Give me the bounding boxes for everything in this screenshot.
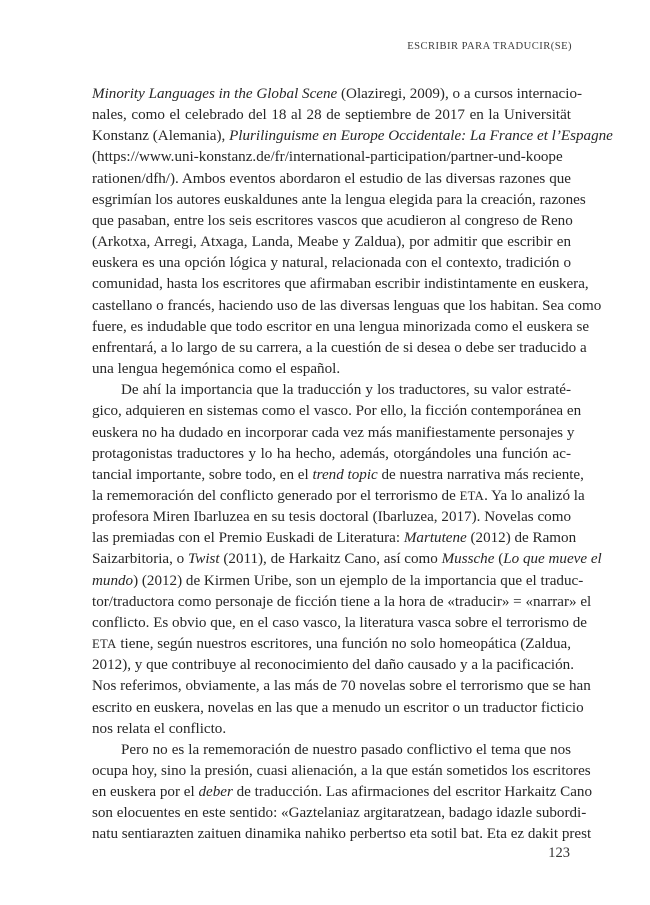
- italic-text: Mussche: [441, 551, 495, 568]
- text-line: [92, 317, 590, 338]
- text-line: [92, 105, 571, 126]
- text-line: [92, 571, 584, 592]
- text-line: [92, 232, 571, 253]
- text-run: nos relata el conflicto.: [92, 720, 227, 737]
- text-line: [92, 824, 592, 845]
- text-run: natu sentiarazten zaituen dinamika nahiko perbertso eta sotil bat. Eta ez dakit prest: [92, 826, 592, 843]
- text-run: enfrentará, a lo largo de su carrera, a la cuestión de si desea o debe ser traducido a: [92, 339, 587, 356]
- text-line: [92, 380, 571, 401]
- italic-text: Plurilinguisme en Europe Occidentale: La France et l’Espagne: [229, 128, 613, 145]
- text-run: conflicto. Es obvio que, en el caso vasco, la literatura vasca sobre el terrorismo de: [92, 614, 587, 631]
- paragraph-2: [92, 380, 602, 740]
- text-line: [92, 486, 585, 507]
- text-run: que pasaban, entre los seis escritores vascos que acudieron al congreso de Reno: [92, 212, 573, 229]
- text-line: [92, 592, 592, 613]
- text-line: [92, 169, 571, 190]
- text-run: (2011), de Harkaitz Cano, así como: [219, 551, 442, 568]
- text-run: ETA: [92, 637, 117, 652]
- text-line: [92, 740, 571, 761]
- text-line: [92, 719, 571, 740]
- text-run: 2012), y que contribuye al reconocimiento del daño causado y a la pacificación.: [92, 657, 574, 674]
- text-run: euskera no ha dudado en incorporar cada vez más manifiestamente personajes y: [92, 424, 575, 441]
- text-run: Pero no es la rememoración de nuestro pasado conflictivo el tema que nos: [121, 741, 571, 758]
- text-run: tancial importante, sobre todo, en el: [92, 466, 313, 483]
- text-line: [92, 253, 571, 274]
- paragraph-3: [92, 740, 592, 846]
- text-line: [92, 84, 583, 105]
- text-run: (Olaziregi, 2009), o a cursos internacio-: [337, 86, 583, 102]
- text-run: protagonistas traductores y lo ha hecho, además, otorgándoles una función ac-: [92, 445, 571, 462]
- running-header: ESCRIBIR PARA TRADUCIR(SE): [407, 41, 572, 52]
- italic-text: Lo que mueve el: [503, 551, 602, 568]
- paragraph-1: [92, 84, 613, 380]
- text-run: Saizarbitoria, o: [92, 551, 188, 568]
- text-run: las premiadas con el Premio Euskadi de Literatura:: [92, 530, 404, 547]
- text-run: de traducción. Las afirmaciones del escritor Harkaitz Cano: [232, 784, 592, 801]
- text-line: [92, 296, 602, 317]
- text-run: escrito en euskera, novelas en las que a menudo un escritor o un traductor ficticio: [92, 699, 584, 716]
- text-run: Nos referimos, obviamente, a las más de 70 novelas sobre el terrorismo que se han: [92, 678, 591, 695]
- text-line: [92, 507, 571, 528]
- text-run: ETA: [459, 488, 485, 503]
- italic-text: Martutene: [403, 530, 467, 547]
- text-run: euskera es una opción lógica y natural, relacionada con el contexto, tradición o: [92, 255, 571, 272]
- italic-text: mundo: [92, 572, 134, 589]
- text-line: [92, 698, 584, 719]
- page-number: 123: [548, 845, 570, 861]
- text-line: [92, 549, 602, 570]
- text-line: [92, 423, 575, 444]
- text-run: (2012) de Ramon: [466, 530, 577, 547]
- text-run: castellano o francés, haciendo uso de las diversas lenguas que los habitan. Sea como: [92, 297, 602, 314]
- text-run: (Arkotxa, Arregi, Atxaga, Landa, Meabe y Zaldua), por admitir que escribir en: [92, 234, 571, 251]
- text-run: una lengua hegemónica como el español.: [92, 361, 341, 378]
- text-line: [92, 634, 571, 655]
- text-run: tiene, según nuestros escritores, una función no solo homeopática (Zaldua,: [116, 636, 571, 653]
- text-run: de nuestra narrativa más reciente,: [377, 466, 584, 483]
- text-run: son elocuentes en este sentido: «Gaztelaniaz argitaratzean, badago idazle subordi-: [92, 805, 587, 822]
- text-line: [92, 803, 587, 824]
- text-run: nales, como el celebrado del 18 al 28 de septiembre de 2017 en la Universität: [92, 107, 571, 124]
- text-run: la rememoración del conflicto generado por el terrorismo de: [92, 487, 460, 504]
- text-line: [92, 401, 582, 422]
- text-line: [92, 613, 587, 634]
- text-line: [92, 190, 586, 211]
- text-line: [92, 126, 613, 147]
- text-line: [92, 761, 591, 782]
- italic-text: Minority Languages in the Global Scene: [92, 86, 338, 102]
- text-run: esgrimían los autores euskaldunes ante la lengua elegida para la creación, razones: [92, 191, 586, 208]
- italic-text: trend topic: [312, 466, 378, 483]
- text-line: [92, 147, 571, 168]
- text-run: (: [494, 551, 504, 568]
- text-run: rationen/dfh/). Ambos eventos abordaron el estudio de las diversas razones que: [92, 170, 571, 187]
- text-line: [92, 274, 589, 295]
- text-run: ) (2012) de Kirmen Uribe, son un ejemplo de la importancia que el traduc-: [133, 572, 584, 589]
- text-line: [92, 782, 592, 803]
- text-run: Konstanz (Alemania),: [92, 128, 230, 145]
- text-line: [92, 359, 571, 380]
- text-run: ocupa hoy, sino la presión, cuasi alienación, a la que están sometidos los escritores: [92, 763, 591, 779]
- text-line: [92, 444, 571, 465]
- italic-text: deber: [198, 784, 233, 801]
- text-line: [92, 676, 591, 697]
- text-line: [92, 211, 571, 232]
- text-line: [92, 528, 577, 549]
- text-run: De ahí la importancia que la traducción y los traductores, su valor estraté-: [121, 382, 571, 399]
- italic-text: Twist: [187, 551, 220, 568]
- text-line: [92, 338, 587, 359]
- text-run: fuere, es indudable que todo escritor en una lengua minorizada como el euskera se: [92, 318, 590, 335]
- text-run: profesora Miren Ibarluzea en su tesis doctoral (Ibarluzea, 2017). Novelas como: [92, 509, 571, 526]
- body-text: [92, 84, 613, 846]
- text-run: gico, adquieren en sistemas como el vasco. Por ello, la ficción contemporánea en: [92, 403, 582, 420]
- text-line: [92, 655, 574, 676]
- text-run: . Ya lo analizó la: [484, 487, 585, 504]
- text-run: comunidad, hasta los escritores que afirmaban escribir indistintamente en euskera,: [92, 276, 589, 293]
- text-line: [92, 465, 584, 486]
- text-run: en euskera por el: [92, 784, 199, 801]
- text-run: (https://www.uni-konstanz.de/fr/international-participation/partner-und-koope: [92, 149, 563, 166]
- text-run: tor/traductora como personaje de ficción tiene a la hora de «traducir» = «narrar» el: [92, 593, 592, 610]
